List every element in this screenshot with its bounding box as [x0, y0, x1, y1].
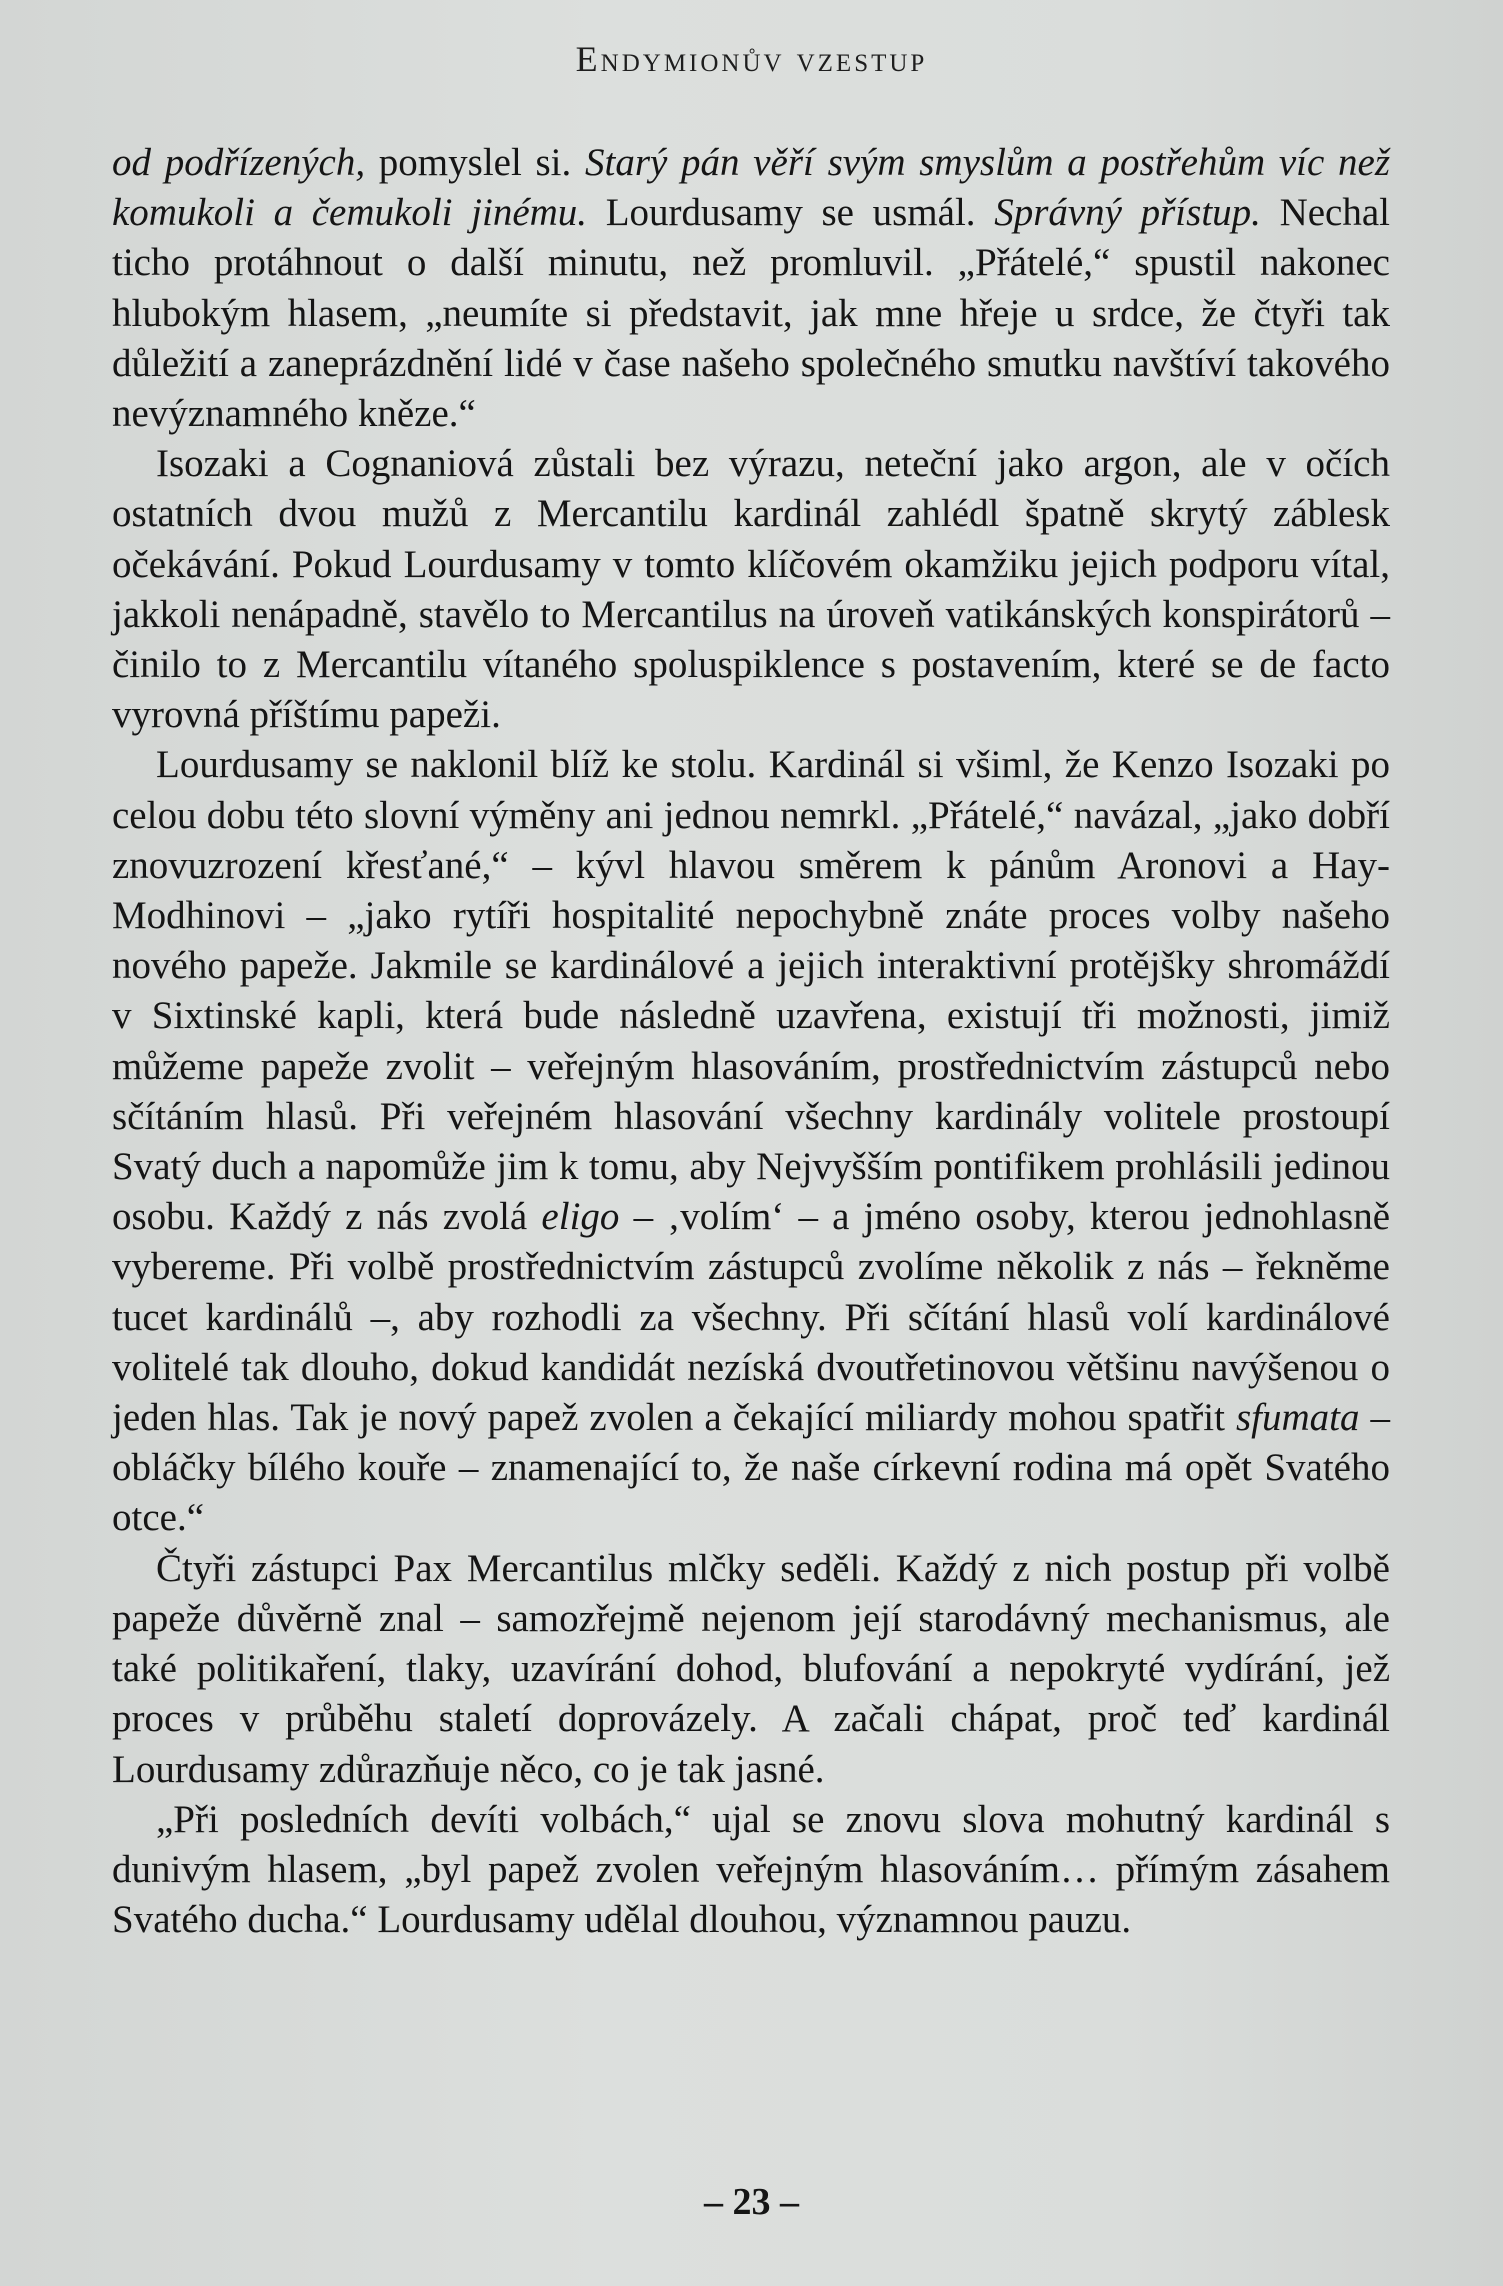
- text-run: Lourdusamy se naklonil blíž ke stolu. Kardinál si všiml, že Kenzo Isozaki po celou dobu této slovní výměny ani jednou nemrkl. „Přátelé,“ navázal, „jako dobří znovuzrození křesťané,“ – kývl hlavou směrem k pánům Aronovi a Hay-Modhinovi – „jako rytíři hospitalité nepochybně znáte proces volby našeho nového papeže. Jakmile se kardinálové a jejich interaktivní protějšky shromáždí v Sixtinské kapli, která bude následně uzavřena, existují tři možnosti, jimiž můžeme papeže zvolit – veřejným hlasováním, prostřednictvím zástupců nebo sčítáním hlasů. Při veřejném hlasování všechny kardinály volitele prostoupí Svatý duch a napomůže jim k tomu, aby Nejvyšším pontifikem prohlásili jedinou osobu. Každý z nás zvolá: [112, 743, 1390, 1239]
- italic-run: eligo: [541, 1195, 620, 1239]
- text-run: Nechal ticho protáhnout o další minutu, než promluvil. „Přátelé,“ spustil nakonec hlubokým hlasem, „neumíte si představit, jak mne hřeje u srdce, že čtyři tak důležití a zaneprázdnění lidé v čase našeho společného smutku navštíví takového nevýznamného kněze.“: [112, 191, 1390, 436]
- text-run: – obláčky bílého kouře – znamenající to, že naše církevní rodina má opět Svatého otce.“: [112, 1396, 1390, 1540]
- italic-run: Správný přístup.: [994, 191, 1261, 235]
- paragraph: [112, 740, 1390, 1543]
- text-run: „Při posledních devíti volbách,“ ujal se znovu slova mohutný kardinál s dunivým hlasem, „byl papež zvolen veřejným hlasováním… přímým zásahem Svatého ducha.“ Lourdusamy udělal dlouhou, významnou pauzu.: [112, 1797, 1390, 1942]
- page-number: – 23 –: [704, 2181, 799, 2223]
- running-head: Endymionův vzestup: [575, 39, 928, 79]
- text-run: – ‚volím‘ – a jméno osoby, kterou jednohlasně vybereme. Při volbě prostřednictvím zástupců zvolíme několik z nás – řekněme tucet kardinálů –, aby rozhodli za všechny. Při sčítání hlasů volí kardinálové volitelé tak dlouho, dokud kandidát nezíská dvoutřetinovou většinu navýšenou o jeden hlas. Tak je nový papež zvolen a čekající miliardy mohou spatřit: [112, 1195, 1391, 1440]
- text-run: Isozaki a Cognaniová zůstali bez výrazu, neteční jako argon, ale v očích ostatních dvou mužů z Mercantilu kardinál zahlédl špatně skrytý záblesk očekávání. Pokud Lourdusamy v tomto klíčovém okamžiku jejich podporu vítal, jakkoli nenápadně, stavělo to Mercantilus na úroveň vatikánských konspirátorů – činilo to z Mercantilu vítaného spoluspiklence s postavením, které se de facto vyrovná příštímu papeži.: [112, 442, 1390, 737]
- paragraph: [112, 1795, 1390, 1946]
- paragraph: [112, 439, 1390, 740]
- body-text: [112, 138, 1390, 1945]
- text-run: Čtyři zástupci Pax Mercantilus mlčky seděli. Každý z nich postup při volbě papeže důvěrně znal – samozřejmě nejenom její starodávný mechanismus, ale také politikaření, tlaky, uzavírání dohod, blufování a nepokryté vydírání, jež proces v průběhu staletí doprovázely. A začali chápat, proč teď kardinál Lourdusamy zdůrazňuje něco, co je tak jasné.: [112, 1546, 1390, 1791]
- paragraph: [112, 1544, 1390, 1795]
- text-run: pomyslel si.: [365, 141, 585, 184]
- italic-run: Starý pán věří svým smyslům a postřehům víc než komukoli a čemukoli jinému.: [112, 141, 1391, 235]
- italic-run: sfumata: [1235, 1396, 1360, 1440]
- italic-run: od podřízených,: [112, 141, 366, 184]
- paragraph: [112, 138, 1390, 439]
- text-run: Lourdusamy se usmál.: [587, 191, 995, 235]
